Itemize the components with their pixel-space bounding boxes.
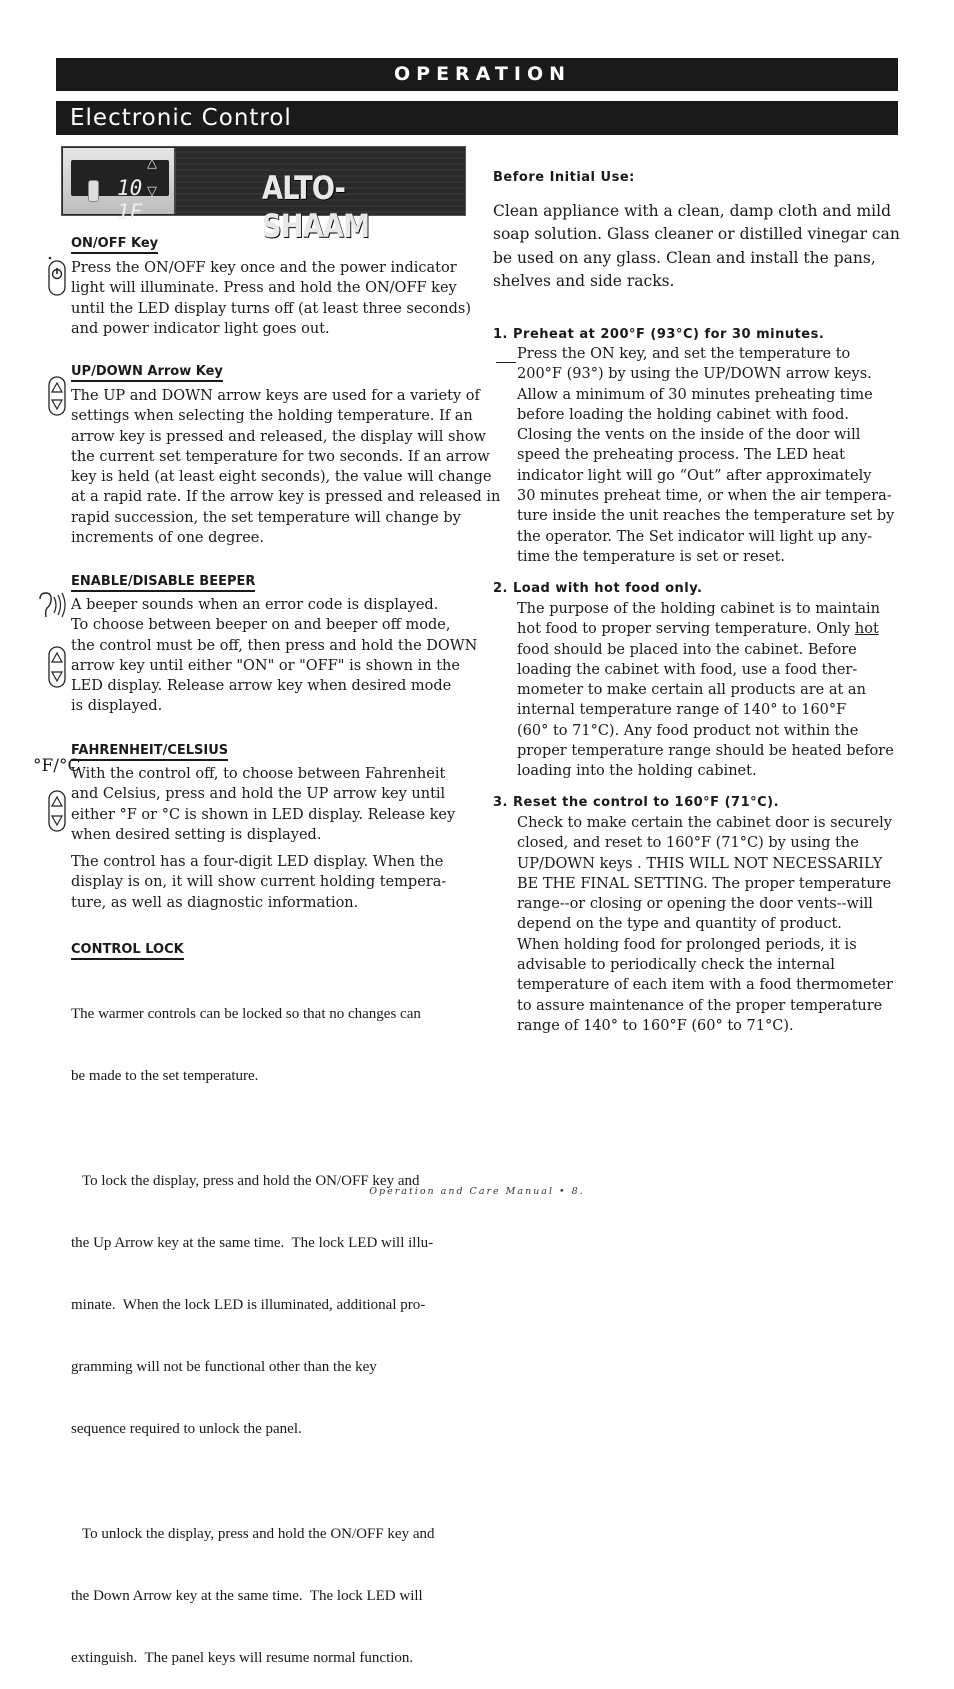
power-button-icon — [46, 255, 68, 297]
up-arrow-key-icon — [46, 790, 68, 832]
beeper-icon — [36, 591, 70, 621]
lock-heading: CONTROL LOCK — [71, 942, 184, 960]
beeper-heading: ENABLE/DISABLE BEEPER — [71, 574, 255, 592]
step1-rule — [496, 362, 516, 363]
updown-text: The UP and DOWN arrow keys are used for a variety of settings when selecting the holding temperature. If an arrow key is pressed and released, the display will show the current set temperature for two seconds. If an arrow key is held (at least eight seconds), the value will change at a rapid rate. If the arrow key is pressed and released in rapid succession, the set temperature will change by increments of one degree. — [71, 388, 501, 547]
step2-heading: 2. Load with hot food only. — [493, 581, 703, 596]
led-display-text: The control has a four-digit LED display. When the display is on, it will show current holding tempera- ture, as well as diagnostic information. — [71, 854, 447, 911]
power-key-icon — [88, 180, 99, 202]
before-use-text: Clean appliance with a clean, damp cloth and mild soap solution. Glass cleaner or distilled vinegar can be used on any glass. Clean and install the pans, shelves and side racks. — [493, 202, 900, 291]
up-arrow-icon: △ — [147, 156, 157, 171]
fahrenheit-celsius-icon: °F/°C — [33, 756, 81, 776]
page-title: Electronic Control — [56, 101, 898, 135]
step1-heading: 1. Preheat at 200°F (93°C) for 30 minutes. — [493, 327, 825, 342]
step2-text: The purpose of the holding cabinet is to maintain hot food to proper serving temperature. Only hot food should be placed into the cabinet. Before loading the cabinet with food, use a food ther- mometer to make certain all products are at an internal temperature range of 140° to 160°F (60° to 71°C). Any food product not within the proper temperature range should be heated before loading into the holding cabinet. — [517, 601, 894, 780]
lock-text: The warmer controls can be locked so that no changes can be made to the set temperature. To lock the display, press and hold the ON/OFF key and the Up Arrow key at the same time. The lock LED will illu- minate. When the lock LED is illuminated, additional pro- gramming will not be functional other than the key sequence required to unlock the panel. To unlock the display, press and hold the ON/OFF key and the Down Arrow key at the same time. The lock LED will extinguish. The panel keys will resume normal function. — [71, 1006, 435, 1666]
led-digits: 10 1F — [117, 176, 143, 224]
brand-logo: ALTO-SHAAM — [262, 169, 370, 245]
step3-heading: 3. Reset the control to 160°F (71°C). — [493, 795, 780, 810]
onoff-heading: ON/OFF Key — [71, 236, 158, 254]
section-banner: OPERATION — [56, 58, 898, 91]
page-footer: Operation and Care Manual • 8. — [369, 1186, 585, 1197]
step1-text: Press the ON key, and set the temperature to 200°F (93°) by using the UP/DOWN arrow keys. Allow a minimum of 30 minutes preheating time before loading the holding cabinet with food. Closing the vents on the inside of the door will speed the preheating process. The LED heat indicator light will go “Out” after approximately 30 minutes preheat time, or when the air tempera- ture inside the unit reaches the temperature set by the operator. The Set indicator will light up any- time the temperature is set or reset. — [517, 346, 895, 565]
onoff-text: Press the ON/OFF key once and the power indicator light will illuminate. Press and hold the ON/OFF key until the LED display turns off (at least three seconds) and power indicator light goes out. — [71, 260, 471, 337]
down-arrow-key-icon — [46, 646, 68, 688]
before-use-heading: Before Initial Use: — [493, 170, 635, 185]
fc-text: With the control off, to choose between Fahrenheit and Celsius, press and hold the UP arrow key until either °F or °C is shown in LED display. Release key when desired setting is displayed. — [71, 766, 456, 843]
down-arrow-icon: ▽ — [147, 184, 157, 199]
control-face — [63, 148, 176, 224]
up-down-key-icon — [46, 376, 68, 416]
updown-heading: UP/DOWN Arrow Key — [71, 364, 223, 382]
step3-text: Check to make certain the cabinet door is securely closed, and reset to 160°F (71°C) by using the UP/DOWN keys . THIS WILL NOT NECESSARILY BE THE FINAL SETTING. The proper temperature range--or closing or opening the door vents--will depend on the type and quantity of product. When holding food for prolonged periods, it is advisable to periodically check the internal temperature of each item with a food thermometer to assure maintenance of the proper temperature range of 140° to 160°F (60° to 71°C). — [517, 815, 893, 1034]
beeper-text: A beeper sounds when an error code is displayed. To choose between beeper on and beeper off mode, the control must be off, then press and hold the DOWN arrow key until either "ON" or "OFF" is shown in the LED display. Release arrow key when desired mode is displayed. — [71, 597, 478, 715]
fc-heading: FAHRENHEIT/CELSIUS — [71, 743, 228, 761]
